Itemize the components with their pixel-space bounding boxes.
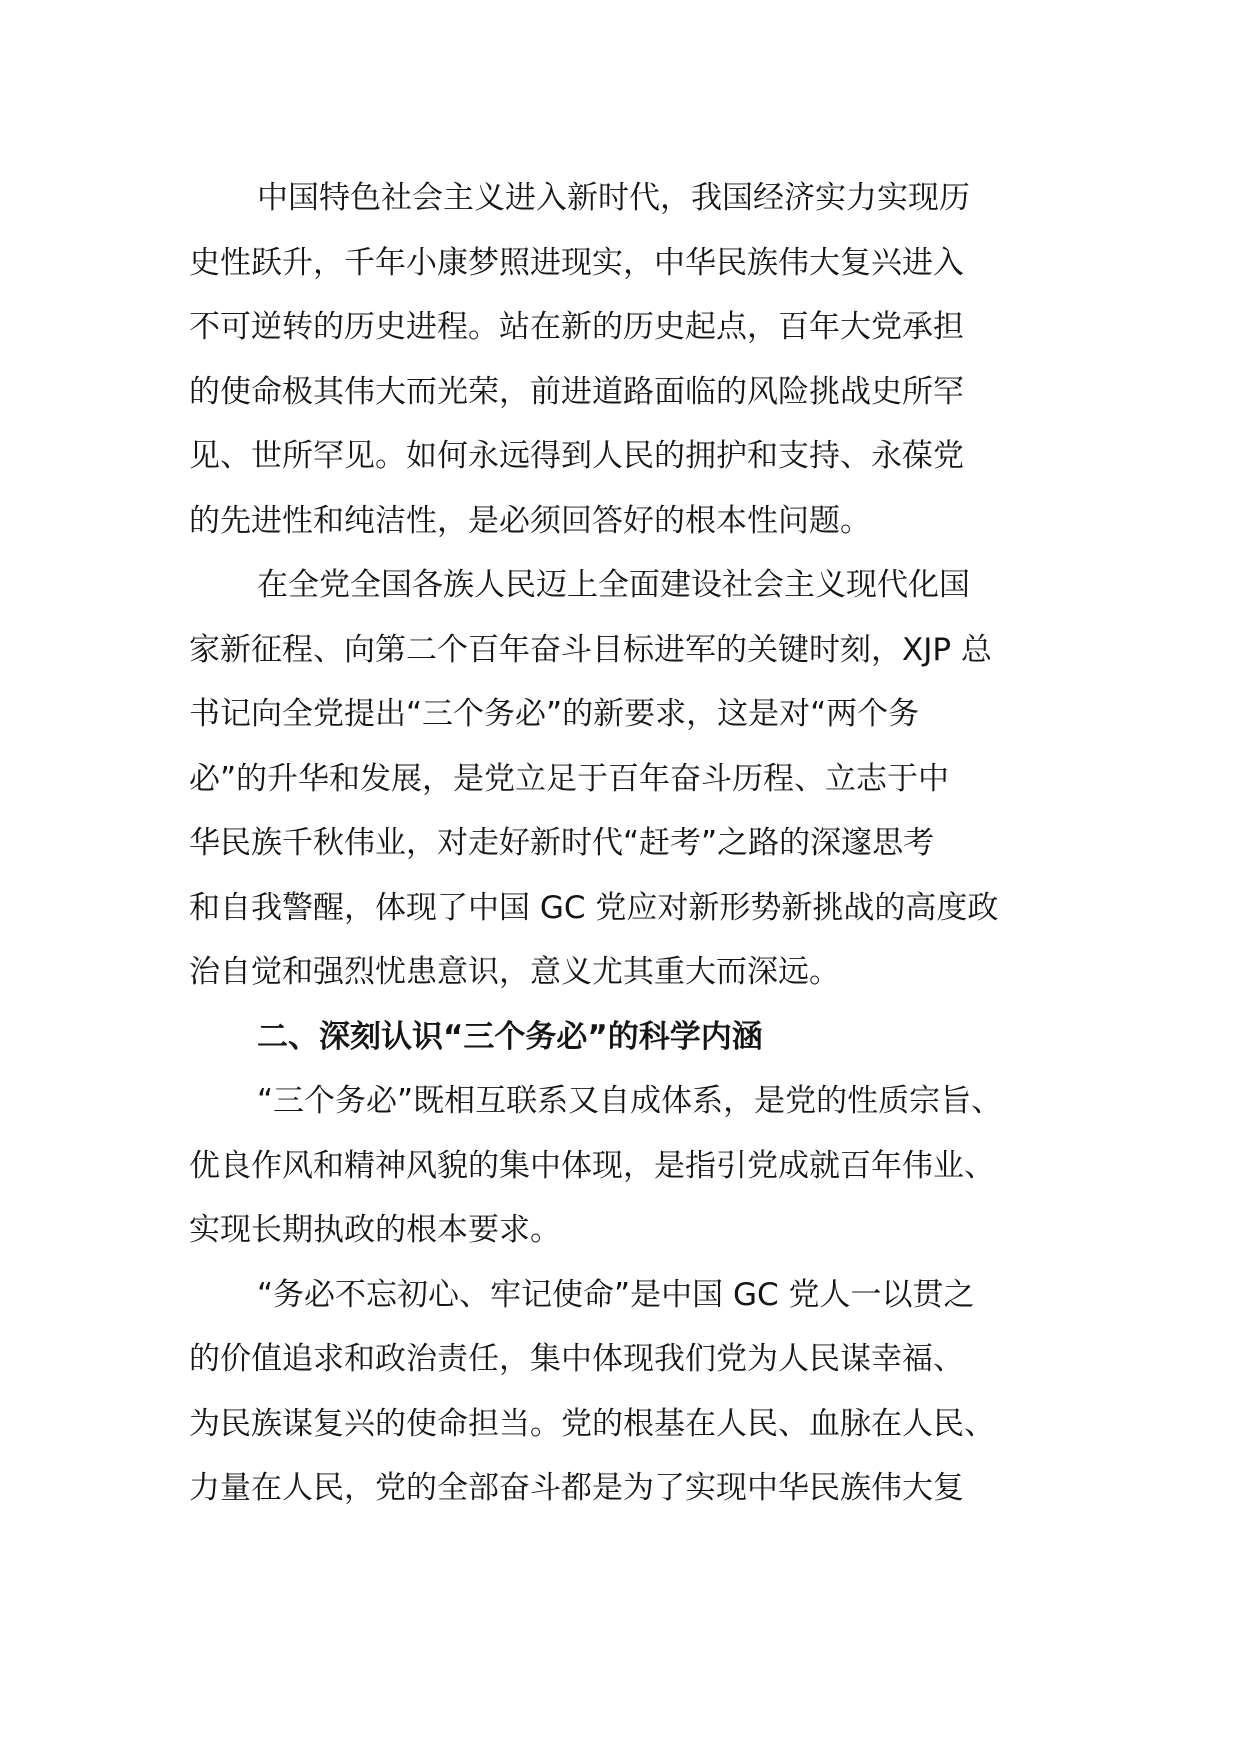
paragraph-line: 实现长期执政的根本要求。 [189,1212,561,1248]
paragraph-line: 史性跃升，千年小康梦照进现实，中华民族伟大复兴进入 [189,244,964,281]
document-body [189,166,1059,1521]
paragraph-line: 力量在人民，党的全部奋斗都是为了实现中华民族伟大复 [189,1470,964,1506]
paragraph-line: 必”的升华和发展，是党立足于百年奋斗历程、立志于中 [189,760,950,797]
paragraph-line: 中国特色社会主义进入新时代，我国经济实力实现历 [257,180,970,216]
paragraph-line: 书记向全党提出“三个务必”的新要求，这是对“两个务 [189,696,920,732]
paragraph-line: 的使命极其伟大而光荣，前进道路面临的风险挑战史所罕 [189,373,964,410]
paragraph-line: 的先进性和纯洁性，是必须回答好的根本性问题。 [189,502,871,539]
paragraph-line: 家新征程、向第二个百年奋斗目标进军的关键时刻，XJP 总 [189,631,992,668]
paragraph-line: 为民族谋复兴的使命担当。党的根基在人民、血脉在人民、 [189,1405,995,1442]
paragraph-line: 和自我警醒，体现了中国 GC 党应对新形势新挑战的高度政 [189,889,999,926]
paragraph-line: “三个务必”既相互联系又自成体系，是党的性质宗旨、 [257,1083,1003,1119]
paragraph-line: “务必不忘初心、牢记使命”是中国 GC 党人一以贯之 [257,1276,975,1313]
paragraph-line: 的价值追求和政治责任，集中体现我们党为人民谋幸福、 [189,1341,964,1377]
paragraph-line: 不可逆转的历史进程。站在新的历史起点，百年大党承担 [189,309,964,345]
paragraph-line: 在全党全国各族人民迈上全面建设社会主义现代化国 [257,567,970,603]
paragraph-line: 见、世所罕见。如何永远得到人民的拥护和支持、永葆党 [189,438,964,474]
section-heading: 二、深刻认识“三个务必”的科学内涵 [257,1018,763,1055]
paragraph-line: 优良作风和精神风貌的集中体现，是指引党成就百年伟业、 [189,1147,995,1184]
paragraph-line: 治自觉和强烈忧患意识，意义尤其重大而深远。 [189,954,840,990]
paragraph-line: 华民族千秋伟业，对走好新时代“赶考”之路的深邃思考 [189,825,935,861]
